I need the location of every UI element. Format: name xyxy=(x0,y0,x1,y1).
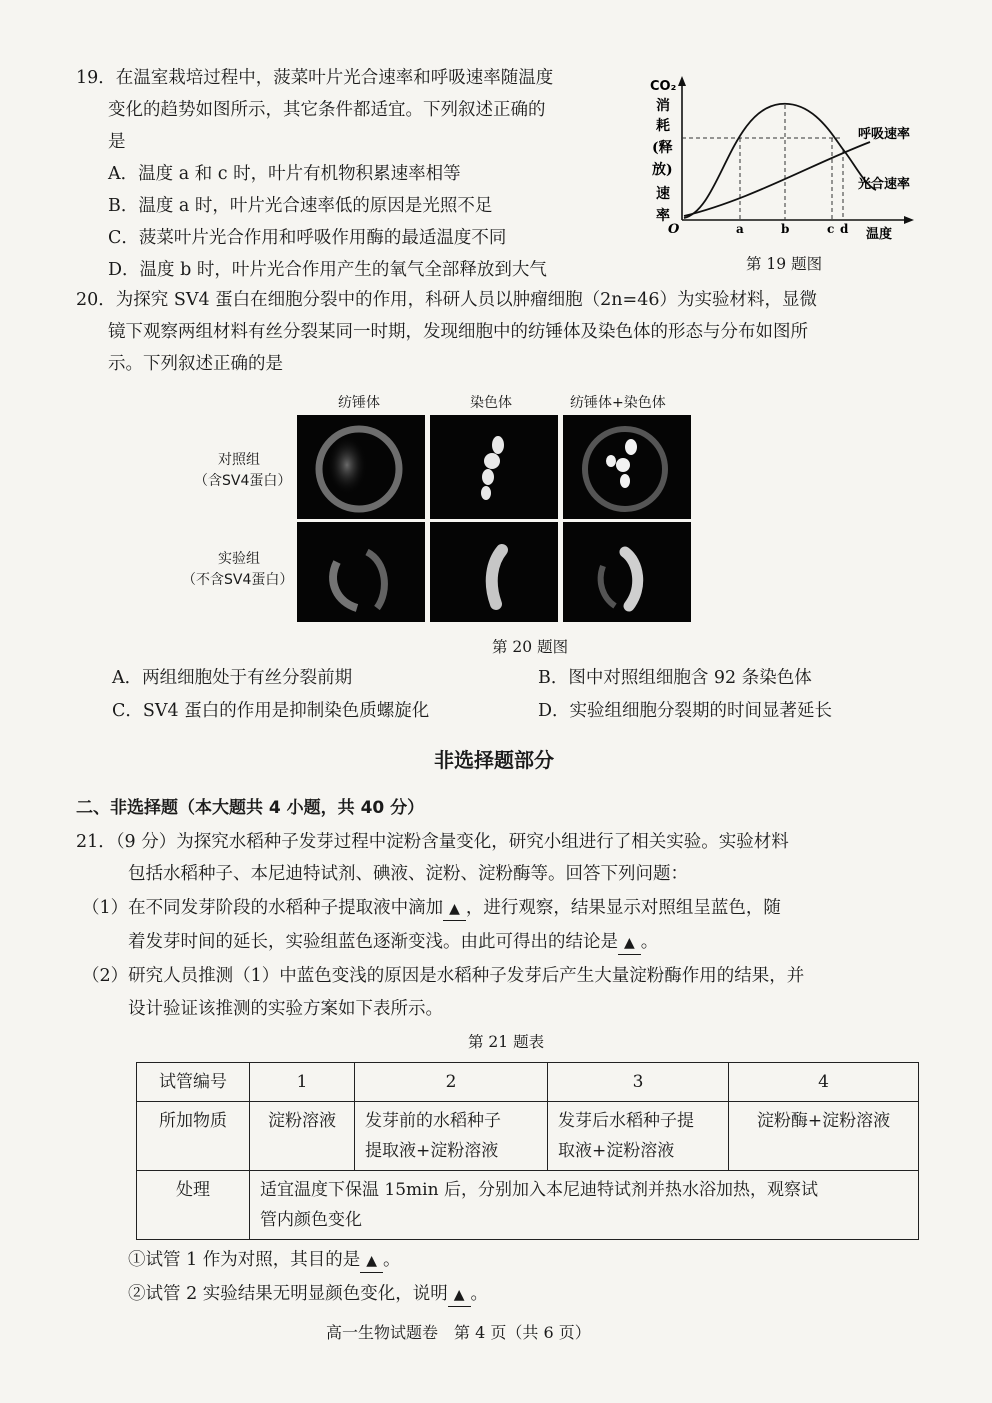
table-cell xyxy=(548,1102,729,1171)
blank-triangle-icon: ▲ xyxy=(624,935,635,951)
q19-stem-line3: 是 xyxy=(108,132,126,152)
q21-stem-line1: 21．（9 分）为探究水稻种子发芽过程中淀粉含量变化，研究小组进行了相关实验。实验材料 xyxy=(76,832,789,852)
q19-option-d: D．温度 b 时，叶片光合作用产生的氧气全部释放到大气 xyxy=(108,260,547,280)
q20-option-b: B．图中对照组细胞含 92 条染色体 xyxy=(538,668,812,688)
q21-part1-text-a: （1）在不同发芽阶段的水稻种子提取液中滴加 xyxy=(82,898,444,918)
q21-sub1 xyxy=(128,1244,401,1276)
q21-sub2-text: ②试管 2 实验结果无明显颜色变化，说明 xyxy=(128,1284,448,1304)
table-cell-line: 发芽前的水稻种子 xyxy=(365,1111,501,1131)
answer-blank-4[interactable] xyxy=(448,1283,471,1307)
q20-col-header-chromosome: 染色体 xyxy=(470,395,512,411)
table-cell: 淀粉酶+淀粉溶液 xyxy=(729,1102,919,1171)
section-title: 非选择题部分 xyxy=(434,748,554,772)
q20-col-header-merged: 纺锤体+染色体 xyxy=(570,395,666,411)
q21-part1-text-c: 着发芽时间的延长，实验组蓝色逐渐变浅。由此可得出的结论是 xyxy=(128,932,618,952)
blank-triangle-icon: ▲ xyxy=(449,901,460,917)
answer-blank-1[interactable] xyxy=(443,897,466,921)
q19-ylabel-char: 消 xyxy=(656,98,670,114)
q21-part2-line1: （2）研究人员推测（1）中蓝色变浅的原因是水稻种子发芽后产生大量淀粉酶作用的结果，并 xyxy=(82,966,805,986)
table-row xyxy=(137,1102,919,1171)
q19-option-b: B．温度 a 时，叶片光合速率低的原因是光照不足 xyxy=(108,196,493,216)
table-row xyxy=(137,1063,919,1102)
page-footer: 高一生物试题卷 第 4 页（共 6 页） xyxy=(326,1323,591,1342)
q20-panel-experiment-merged xyxy=(563,522,691,622)
q20-row1-label-a: 对照组 xyxy=(218,452,260,468)
table-header-cell: 3 xyxy=(548,1063,729,1102)
table-cell xyxy=(250,1171,919,1240)
q19-ylabel-char: 放) xyxy=(652,162,673,178)
answer-blank-2[interactable] xyxy=(618,931,641,955)
q19-ylabel-char: 速 xyxy=(656,186,670,202)
q19-caption: 第 19 题图 xyxy=(746,255,823,273)
q20-panel-control-merged xyxy=(563,415,691,519)
part2-heading: 二、非选择题（本大题共 4 小题，共 40 分） xyxy=(76,798,425,818)
table-cell xyxy=(355,1102,548,1171)
table-header-cell: 1 xyxy=(250,1063,355,1102)
q21-part2-line2: 设计验证该推测的实验方案如下表所示。 xyxy=(128,999,443,1019)
q19-stem-line1: 19．在温室栽培过程中，菠菜叶片光合速率和呼吸速率随温度 xyxy=(76,68,554,88)
q20-panel-experiment-spindle xyxy=(297,522,425,622)
table-cell-line: 管内颜色变化 xyxy=(260,1210,362,1230)
q20-caption: 第 20 题图 xyxy=(492,638,569,656)
answer-blank-3[interactable] xyxy=(360,1249,383,1273)
q19-option-a: A．温度 a 和 c 时，叶片有机物积累速率相等 xyxy=(108,164,461,184)
q20-row2-label-b: （不含SV4蛋白） xyxy=(182,572,294,588)
table-cell: 处理 xyxy=(137,1171,250,1240)
q19-ylabel-char: 耗 xyxy=(656,118,670,134)
table-cell: 淀粉溶液 xyxy=(250,1102,355,1171)
q19-series-photosynthesis: 光合速率 xyxy=(858,177,911,192)
q21-table xyxy=(136,1062,919,1240)
q20-panel-control-chromosome xyxy=(430,415,558,519)
q19-tick-d: d xyxy=(840,222,849,236)
table-cell-line: 提取液+淀粉溶液 xyxy=(365,1141,499,1161)
q21-part1-line1 xyxy=(82,892,781,924)
q21-sub2-end: 。 xyxy=(470,1284,489,1304)
q19-ylabel-char: 率 xyxy=(656,208,670,224)
q21-table-caption: 第 21 题表 xyxy=(468,1033,545,1051)
table-row xyxy=(137,1171,919,1240)
q20-panel-experiment-chromosome xyxy=(430,522,558,622)
q19-option-c: C．菠菜叶片光合作用和呼吸作用酶的最适温度不同 xyxy=(108,228,507,248)
table-header-cell: 试管编号 xyxy=(137,1063,250,1102)
q20-col-header-spindle: 纺锤体 xyxy=(338,395,380,411)
q20-option-c: C．SV4 蛋白的作用是抑制染色质螺旋化 xyxy=(112,701,430,721)
q19-stem-line2: 变化的趋势如图所示，其它条件都适宜。下列叙述正确的 xyxy=(108,100,546,120)
table-cell-line: 适宜温度下保温 15min 后，分别加入本尼迪特试剂并热水浴加热，观察试 xyxy=(260,1180,818,1200)
q20-stem-line3: 示。下列叙述正确的是 xyxy=(108,354,283,374)
q19-x-arrow xyxy=(904,216,914,224)
q20-stem-line2: 镜下观察两组材料有丝分裂某同一时期，发现细胞中的纺锤体及染色体的形态与分布如图所 xyxy=(108,322,808,342)
q19-photosynthesis-curve xyxy=(684,104,876,218)
q20-stem-line1: 20．为探究 SV4 蛋白在细胞分裂中的作用，科研人员以肿瘤细胞（2n=46）为实验材料，显微 xyxy=(76,290,817,310)
table-header-cell: 2 xyxy=(355,1063,548,1102)
q19-xlabel: 温度 xyxy=(866,227,893,242)
q21-sub2 xyxy=(128,1278,488,1310)
q21-part1-text-b: ，进行观察，结果显示对照组呈蓝色，随 xyxy=(465,898,781,918)
q20-row1-label-b: （含SV4蛋白） xyxy=(194,473,292,489)
q19-series-respiration: 呼吸速率 xyxy=(858,127,911,142)
q19-figure xyxy=(640,70,940,270)
q19-y-arrow xyxy=(678,76,686,86)
q21-stem-line2: 包括水稻种子、本尼迪特试剂、碘液、淀粉、淀粉酶等。回答下列问题： xyxy=(128,864,688,884)
q19-tick-c: c xyxy=(827,222,835,236)
table-header-cell: 4 xyxy=(729,1063,919,1102)
q19-tick-b: b xyxy=(781,222,790,236)
q19-ylabel-top: CO₂ xyxy=(650,79,677,94)
q21-part1-line2 xyxy=(128,926,658,958)
q20-option-a: A．两组细胞处于有丝分裂前期 xyxy=(112,668,353,688)
q20-option-d: D．实验组细胞分裂期的时间显著延长 xyxy=(538,701,833,721)
q19-origin: O xyxy=(668,222,680,237)
q21-sub1-text: ①试管 1 作为对照，其目的是 xyxy=(128,1250,361,1270)
q19-ylabel-char: (释 xyxy=(652,140,673,156)
q20-panel-control-spindle xyxy=(297,415,425,519)
q19-respiration-curve xyxy=(684,142,870,216)
table-cell-line: 发芽后水稻种子提 xyxy=(558,1111,694,1131)
blank-triangle-icon: ▲ xyxy=(453,1287,465,1303)
q19-tick-a: a xyxy=(736,222,744,236)
blank-triangle-icon: ▲ xyxy=(366,1253,378,1269)
q21-part1-text-d: 。 xyxy=(640,932,659,952)
q20-row2-label-a: 实验组 xyxy=(218,551,260,567)
q21-sub1-end: 。 xyxy=(383,1250,401,1270)
table-cell-line: 取液+淀粉溶液 xyxy=(558,1141,675,1161)
table-cell: 所加物质 xyxy=(137,1102,250,1171)
